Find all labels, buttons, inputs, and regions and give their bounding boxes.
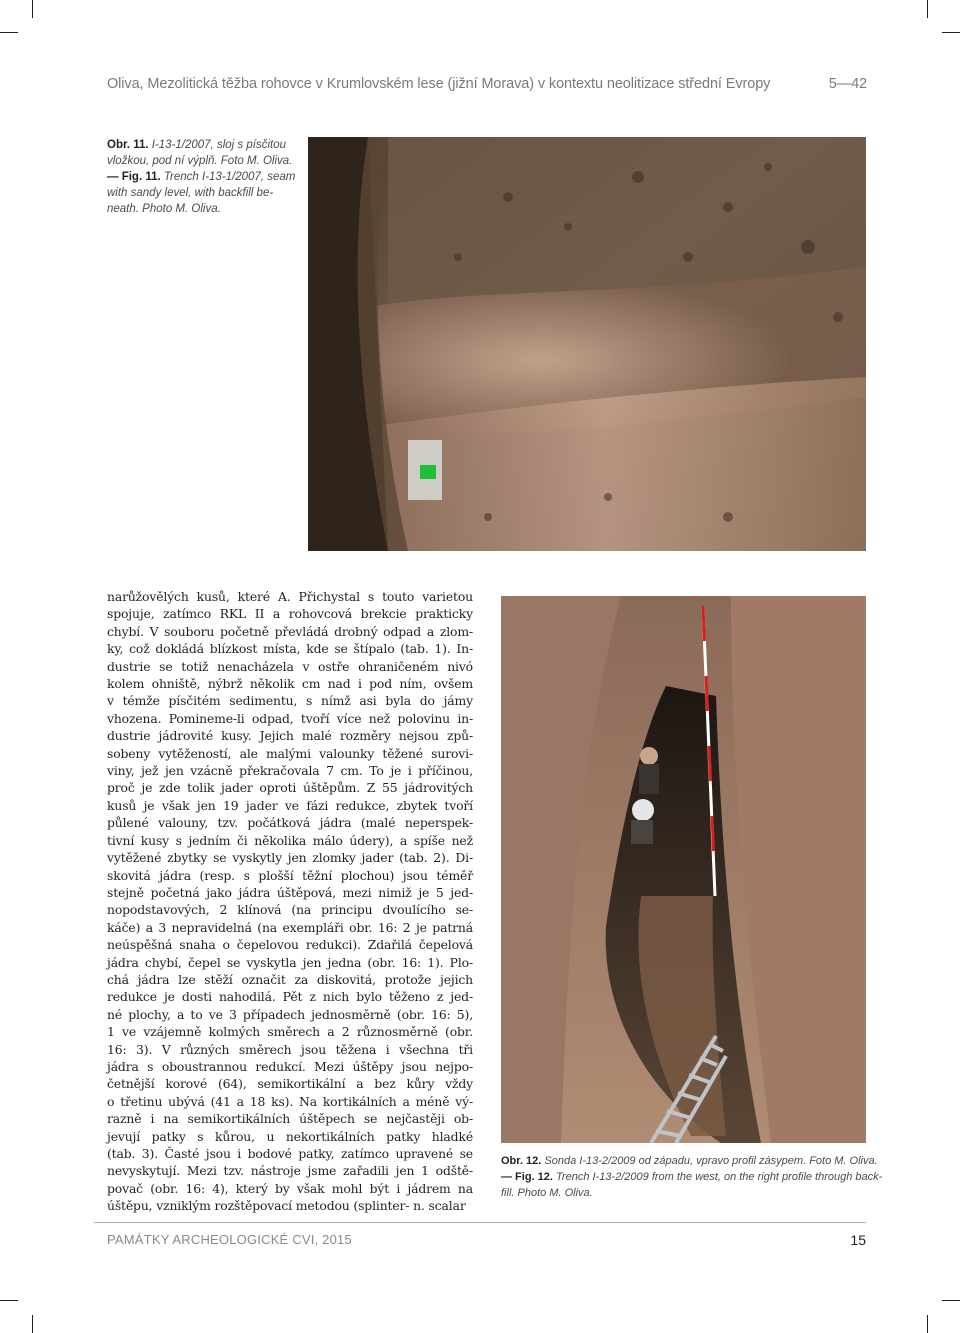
- body-line: ky, což dokládá blízkost místa, kde se štípalo (tab. 1). In-: [107, 641, 473, 657]
- crop-mark: [0, 32, 18, 33]
- body-line: půlené valouny, tzv. počátková jádra (malé neperspek-: [107, 815, 473, 831]
- footer-rule: [94, 1222, 866, 1223]
- body-line: spojuje, zatímco RKL II a rohovcová brekcie prakticky: [107, 606, 473, 622]
- body-line: jádra chybí, čepel se vyskytla jen jedna (obr. 16: 1). Plo-: [107, 954, 473, 970]
- figure-12-caption: [501, 1153, 883, 1201]
- body-line: jádra s oboustrannou redukcí. Mezi úštěpy jsou nejpo-: [107, 1058, 473, 1074]
- body-line: redukce je dosti nahodilá. Pět z nich bylo těženo z jed-: [107, 989, 473, 1005]
- journal-name: PAMÁTKY ARCHEOLOGICKÉ CVI, 2015: [107, 1232, 352, 1247]
- crop-mark: [927, 0, 928, 18]
- body-line: (tab. 3). Časté jsou i bodové patky, zatímco upravené se: [107, 1146, 473, 1161]
- caption-line: vložkou, pod ní výplň. Foto M. Oliva.: [107, 155, 293, 167]
- body-line: vhozena. Pomineme-li odpad, tvoří více než polovinu in-: [107, 710, 473, 726]
- caption-line: — Fig. 12. Trench I-13-2/2009 from the west, on the right profile through back-: [501, 1171, 883, 1183]
- caption-line: fill. Photo M. Oliva.: [501, 1187, 593, 1199]
- crop-mark: [942, 32, 960, 33]
- body-line: viny, jež jen vzácně překračovala 7 cm. To je i příčinou,: [107, 763, 473, 779]
- caption-line: — Fig. 11. Trench I-13-1/2007, seam: [107, 171, 296, 183]
- figure-11-photo: [308, 137, 866, 551]
- body-line: narůžovělých kusů, které A. Přichystal s touto varietou: [107, 589, 473, 604]
- body-line: 1 ve vzájemně kolmých směrech a 2 různosměrně (obr.: [107, 1024, 473, 1040]
- body-line: dustrie jádrovité kusy. Jejich malé rozměry nejsou způ-: [107, 728, 473, 744]
- body-line: četnější korové (64), semikortikální a bez kůry vždy: [107, 1076, 473, 1092]
- caption-line: with sandy level, with backfill be-: [107, 187, 274, 199]
- body-line: v témže písčitém sedimentu, s nímž asi byla do jámy: [107, 693, 473, 709]
- figure-11-caption: [107, 137, 297, 217]
- body-line: skovitá jádra (resp. s plošší těžní plochou) jsou téměř: [107, 867, 473, 883]
- body-line: nopodstavových, 2 klínová (na principu dvoulícího se-: [107, 902, 473, 918]
- body-line: kusů je však jen 19 jader ve fázi redukce, zbytek tvoří: [107, 797, 473, 813]
- body-line: vytěžené zbytky se vyskytly jen zlomky jader (tab. 2). Di-: [107, 850, 473, 866]
- crop-mark: [0, 1300, 18, 1301]
- body-line: kolem ohniště, nýbrž několik cm nad i pod ním, ovšem: [107, 676, 473, 692]
- body-line: stejně početná jako jádra úštěpová, mezi nimiž je 5 jed-: [107, 884, 473, 900]
- body-line: proč je zde tolik jader oproti úštěpům. Z 55 jádrovitých: [107, 780, 473, 796]
- crop-mark: [942, 1300, 960, 1301]
- running-head-title: Oliva, Mezolitická těžba rohovce v Krumlovském lese (jižní Morava) v kontextu neolitizace střední Evropy: [107, 76, 771, 92]
- crop-mark: [32, 1315, 33, 1333]
- body-line: dustrie se totiž nenacházela v ostře ohraničeném nivó: [107, 658, 473, 674]
- caption-line: Obr. 11. I-13-1/2007, sloj s písčitou: [107, 139, 286, 151]
- body-line: káče) a 3 nepravidelná (na exempláři obr. 16: 2 je patrná: [107, 919, 473, 935]
- caption-line: neath. Photo M. Oliva.: [107, 203, 221, 215]
- body-line: nevyskytují. Mezi tzv. nástroje jsme zařadili jen 1 odště-: [107, 1163, 473, 1179]
- body-line: tivní kusy s jedním či několika málo údery), a spíše než: [107, 832, 473, 848]
- crop-mark: [32, 0, 33, 18]
- sample-bag-icon: [408, 440, 442, 500]
- body-line: né plochy, a to ve 3 případech jednosměrně (obr. 16: 5),: [107, 1006, 473, 1022]
- caption-line: Obr. 12. Sonda I-13-2/2009 od západu, vpravo profil zásypem. Foto M. Oliva.: [501, 1155, 878, 1167]
- body-line: sobeny vytěžeností, ale malými valounky těžené surovi-: [107, 745, 473, 761]
- body-line: o třetinu ubývá (41 a 18 ks). Na kortikálních a méně vý-: [107, 1093, 473, 1109]
- body-line: chá jádra lze stěží označit za diskovitá, protože jejich: [107, 971, 473, 987]
- body-text: [107, 588, 473, 1215]
- body-line: úštěpu, vzniklým rozštěpovací metodou (splinter- n. scalar: [107, 1198, 466, 1214]
- body-line: chybí. V souboru početně převládá drobný odpad a zlom-: [107, 623, 473, 639]
- body-line: jevují patky s kůrou, u nekortikálních patky hladké: [107, 1128, 473, 1144]
- body-line: neúspěšná snaha o čepelovou redukci). Zdařilá čepelová: [107, 937, 473, 953]
- body-line: razně i na semikortikálních úštěpech se nejčastěji ob-: [107, 1111, 473, 1127]
- crop-mark: [927, 1315, 928, 1333]
- page-number: 15: [850, 1232, 866, 1248]
- running-head-pages: 5—42: [828, 76, 867, 92]
- figure-12-photo: [501, 596, 866, 1143]
- running-head: [107, 76, 867, 92]
- body-line: povač (obr. 16: 4), který by však mohl být i jádrem na: [107, 1180, 473, 1196]
- body-line: 16: 3). V různých směrech jsou těžena i všechna tři: [107, 1041, 473, 1057]
